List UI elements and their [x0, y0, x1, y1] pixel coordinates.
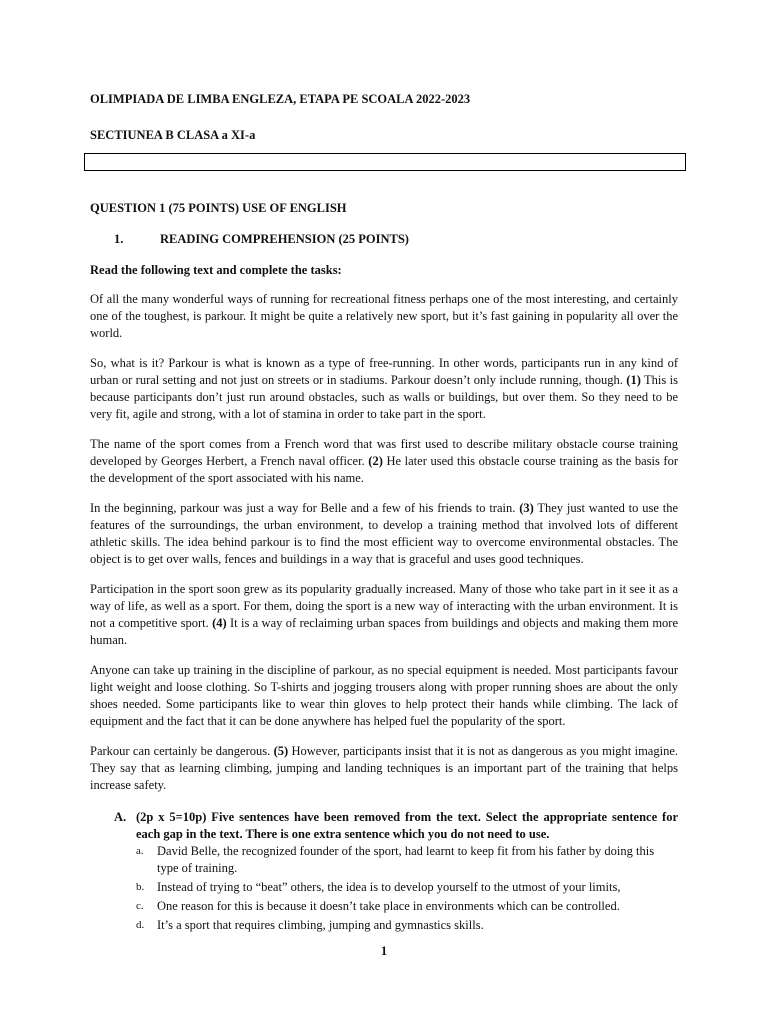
option-letter: b. — [136, 881, 145, 893]
subsection-number: 1. — [114, 232, 124, 246]
option-letter: d. — [136, 919, 145, 931]
option-item — [136, 917, 678, 934]
reading-text — [90, 291, 678, 807]
section-heading: SECTIUNEA B CLASA a XI-a — [90, 128, 256, 142]
subsection-title: READING COMPREHENSION (25 POINTS) — [160, 232, 409, 246]
gap-marker: (5) — [273, 744, 289, 758]
gap-marker: (1) — [626, 373, 641, 387]
option-text: One reason for this is because it doesn’t take place in environments which can be controlled. — [157, 899, 620, 913]
paragraph-6 — [90, 662, 678, 730]
paragraph-7 — [90, 743, 678, 794]
task-instruction: (2p x 5=10p) Five sentences have been removed from the text. Select the appropriate sentence for each gap in the text. There is one extra sentence which you do not need to use. — [136, 810, 678, 841]
option-item — [136, 898, 678, 915]
paragraph-text: The name of the sport comes from a French word that was first used to describe military obstacle course training developed by Georges Herbert, a French naval officer. — [90, 437, 678, 468]
option-text: David Belle, the recognized founder of the sport, had learnt to keep fit from his father by doing this type of training. — [157, 844, 655, 875]
paragraph-5 — [90, 581, 678, 649]
paragraph-text: So, what is it? Parkour is what is known as a type of free-running. In other words, participants run in any kind of urban or rural setting and not just on streets or in stadiums. Parkour doesn’t only include running, though. — [90, 356, 678, 387]
paragraph-1 — [90, 291, 678, 342]
name-box — [84, 153, 686, 171]
option-list — [136, 843, 678, 936]
paragraph-3 — [90, 436, 678, 487]
exam-title: OLIMPIADA DE LIMBA ENGLEZA, ETAPA PE SCOALA 2022-2023 — [90, 92, 471, 106]
paragraph-text: Participation in the sport soon grew as its popularity gradually increased. Many of those who take part in it see it as a way of life, as well as a sport. For them, doing the sport is a new way of interacting with the urban environment. It is not a competitive sport. — [90, 582, 678, 630]
paragraph-2 — [90, 355, 678, 423]
gap-marker: (4) — [212, 616, 227, 630]
option-letter: c. — [136, 900, 144, 912]
paragraph-text: It is a way of reclaiming urban spaces from buildings and objects and making them more human. — [90, 616, 679, 647]
option-item — [136, 843, 678, 877]
page-number: 1 — [380, 944, 388, 958]
paragraph-text: Anyone can take up training in the discipline of parkour, as no special equipment is needed. Most participants favour light weight and loose clothing. So T-shirts and jogging trousers along with proper running shoes are about the only shoes needed. Some participants like to wear thin gloves to help protect their hands while climbing. The lack of equipment and the fact that it can be done anywhere has helped fuel the popularity of the sport. — [90, 663, 678, 728]
option-text: It’s a sport that requires climbing, jumping and gymnastics skills. — [157, 918, 484, 932]
paragraph-4 — [90, 500, 678, 568]
option-text: Instead of trying to “beat” others, the idea is to develop yourself to the utmost of your limits, — [157, 880, 621, 894]
instruction: Read the following text and complete the tasks: — [90, 263, 342, 277]
option-item — [136, 879, 678, 896]
gap-marker: (3) — [519, 501, 534, 515]
paragraph-text: He later used this obstacle course training as the basis for the development of the sport associated with his name. — [90, 454, 678, 485]
paragraph-text: This is because participants don’t just run around obstacles, such as walls or buildings, but over them. So they need to be very fit, agile and strong, with a lot of stamina in order to take part in the sport. — [90, 373, 678, 421]
paragraph-text: Of all the many wonderful ways of running for recreational fitness perhaps one of the most interesting, and certainly one of the toughest, is parkour. It might be quite a relatively new sport, but it’s fast gaining in popularity all over the world. — [90, 292, 678, 340]
paragraph-text: However, participants insist that it is not as dangerous as you might imagine. They say that as learning climbing, jumping and landing techniques is an important part of the training that helps increase safety. — [90, 744, 678, 792]
gap-marker: (2) — [368, 454, 383, 468]
task-a — [114, 809, 678, 843]
option-letter: a. — [136, 845, 144, 857]
paragraph-text: They just wanted to use the features of the surroundings, the urban environment, to develop a training method that involved lots of different athletic skills. The idea behind parkour is to find the most efficient way to overcome environmental obstacles. The object is to get over walls, fences and buildings in a way that is graceful and uses good techniques. — [90, 501, 678, 566]
paragraph-text: In the beginning, parkour was just a way for Belle and a few of his friends to train. — [90, 501, 520, 515]
task-label: A. — [114, 810, 127, 824]
question-title: QUESTION 1 (75 POINTS) USE OF ENGLISH — [90, 201, 347, 215]
paragraph-text: Parkour can certainly be dangerous. — [90, 744, 274, 758]
